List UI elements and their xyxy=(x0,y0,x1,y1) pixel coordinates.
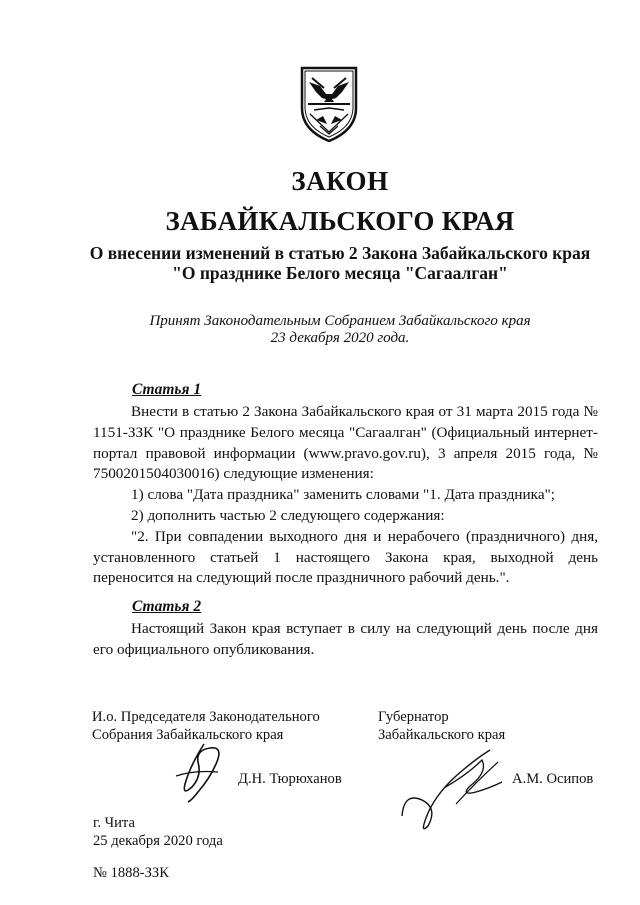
right-signatory-name: А.М. Осипов xyxy=(512,771,594,787)
left-title-line2: Собрания Забайкальского края xyxy=(92,727,284,743)
left-title-line1: И.о. Председателя Законодательного xyxy=(92,709,320,725)
left-signatory-name: Д.Н. Тюрюханов xyxy=(238,771,342,787)
law-title: ЗАКОН xyxy=(291,166,389,196)
right-title-line1: Губернатор xyxy=(378,709,449,725)
law-number: № 1888-ЗЗК xyxy=(93,865,169,881)
footer-city: г. Чита xyxy=(93,815,135,831)
right-signatory-title xyxy=(378,708,505,744)
article2-body xyxy=(93,619,598,661)
right-title-line2: Забайкальского края xyxy=(378,727,506,743)
adoption-line2: 23 декабря 2020 года. xyxy=(270,330,410,346)
left-handwritten-signature xyxy=(168,740,238,804)
law-subtitle-line1: О внесении изменений в статью 2 Закона Забайкальского края xyxy=(89,243,591,263)
footer-date: 25 декабря 2020 года xyxy=(93,833,223,849)
article1-item1: 1) слова "Дата праздника" заменить словами "1. Дата праздника"; xyxy=(131,486,555,504)
article2-heading: Статья 2 xyxy=(132,598,202,615)
article1-body xyxy=(93,402,598,589)
article2-text: Настоящий Закон края вступает в силу на следующий день после дня его официального опубликования. xyxy=(93,620,598,658)
article1-heading: Статья 1 xyxy=(132,381,202,398)
law-subtitle-line2: "О празднике Белого месяца "Сагаалган" xyxy=(172,263,508,283)
article1-item2: 2) дополнить частью 2 следующего содержания: xyxy=(131,506,445,524)
adoption-line1: Принят Законодательным Собранием Забайкальского края xyxy=(149,313,531,329)
left-signatory-title xyxy=(92,708,320,744)
coat-of-arms-emblem xyxy=(296,64,362,144)
article1-intro: Внести в статью 2 Закона Забайкальского края от 31 марта 2015 года № 1151-ЗЗК "О празднике Белого месяца "Сагаалган" (Официальный интернет-портал правовой информации (www.pravo.gov.ru), 3 апреля 2015 года, № 7500201504030016) следующие изменения: xyxy=(93,403,598,483)
region-title: ЗАБАЙКАЛЬСКОГО КРАЯ xyxy=(165,206,515,236)
article1-quote: "2. При совпадении выходного дня и нерабочего (праздничного) дня, установленного статьей 1 настоящего Закона края, выходной день переносится на следующий после праздничного рабочий день.". xyxy=(93,527,598,587)
right-handwritten-signature xyxy=(398,742,510,832)
